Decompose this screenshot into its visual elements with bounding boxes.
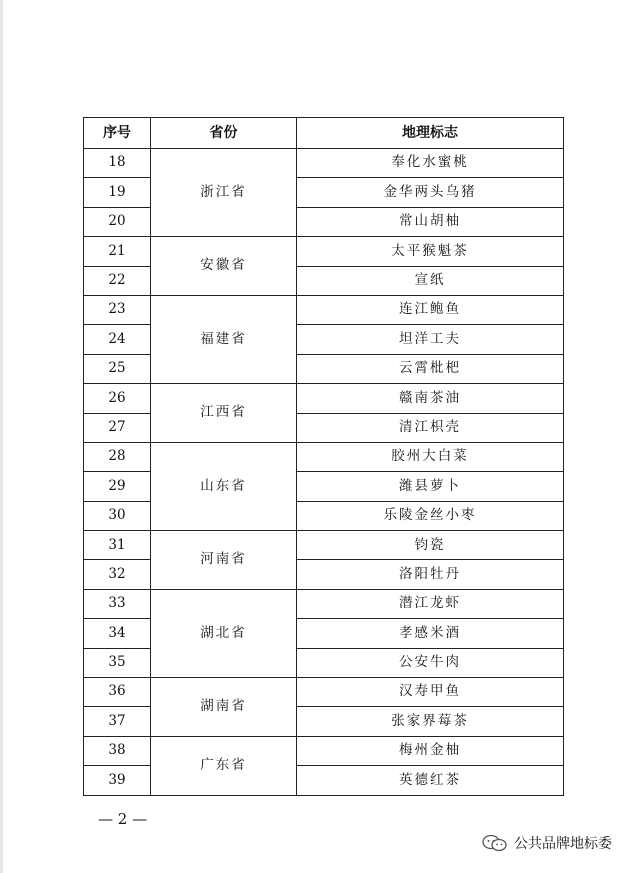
serial-number-cell: 30 — [84, 501, 151, 530]
geo-indication-cell: 常山胡柚 — [297, 207, 564, 236]
geo-indication-cell: 潜江龙虾 — [297, 589, 564, 618]
serial-number-cell: 26 — [84, 384, 151, 413]
province-cell: 浙江省 — [151, 149, 297, 237]
serial-number-cell: 37 — [84, 707, 151, 736]
serial-number-cell: 24 — [84, 325, 151, 354]
watermark-text: 公共品牌地标委 — [514, 836, 612, 852]
serial-number-cell: 21 — [84, 237, 151, 266]
table-body — [84, 149, 564, 796]
header-no: 序号 — [84, 118, 151, 149]
serial-number-cell: 29 — [84, 472, 151, 501]
geo-indication-cell: 英德红茶 — [297, 766, 564, 795]
province-cell: 江西省 — [151, 384, 297, 443]
geo-indication-cell: 潍县萝卜 — [297, 472, 564, 501]
table-row — [84, 589, 564, 618]
serial-number-cell: 22 — [84, 266, 151, 295]
serial-number-cell: 28 — [84, 442, 151, 471]
province-cell: 广东省 — [151, 736, 297, 795]
serial-number-cell: 25 — [84, 354, 151, 383]
geo-indication-cell: 赣南茶油 — [297, 384, 564, 413]
serial-number-cell: 31 — [84, 531, 151, 560]
watermark — [482, 833, 612, 853]
serial-number-cell: 38 — [84, 736, 151, 765]
table-row — [84, 149, 564, 178]
serial-number-cell: 23 — [84, 295, 151, 324]
geo-indication-cell: 洛阳牡丹 — [297, 560, 564, 589]
province-cell: 山东省 — [151, 442, 297, 530]
geo-indication-cell: 连江鲍鱼 — [297, 295, 564, 324]
geo-indication-cell: 坦洋工夫 — [297, 325, 564, 354]
serial-number-cell: 33 — [84, 589, 151, 618]
geo-indication-cell: 汉寿甲鱼 — [297, 678, 564, 707]
geo-indication-cell: 张家界莓茶 — [297, 707, 564, 736]
province-cell: 福建省 — [151, 295, 297, 383]
serial-number-cell: 20 — [84, 207, 151, 236]
table-header-row — [84, 118, 564, 149]
serial-number-cell: 39 — [84, 766, 151, 795]
geo-indication-cell: 云霄枇杷 — [297, 354, 564, 383]
table-row — [84, 736, 564, 765]
wechat-icon — [482, 834, 508, 852]
serial-number-cell: 34 — [84, 619, 151, 648]
header-province: 省份 — [151, 118, 297, 149]
page-number: — 2 — — [98, 810, 148, 828]
table-row — [84, 678, 564, 707]
province-cell: 湖南省 — [151, 678, 297, 737]
geo-indication-cell: 乐陵金丝小枣 — [297, 501, 564, 530]
geo-indication-cell: 清江枳壳 — [297, 413, 564, 442]
page-edge — [0, 0, 3, 873]
geo-indication-cell: 奉化水蜜桃 — [297, 149, 564, 178]
geo-indication-cell: 宣纸 — [297, 266, 564, 295]
geo-indication-cell: 梅州金柚 — [297, 736, 564, 765]
geo-indication-cell: 金华两头乌猪 — [297, 178, 564, 207]
serial-number-cell: 36 — [84, 678, 151, 707]
geo-indication-cell: 胶州大白菜 — [297, 442, 564, 471]
geo-indication-cell: 公安牛肉 — [297, 648, 564, 677]
table-row — [84, 295, 564, 324]
serial-number-cell: 19 — [84, 178, 151, 207]
serial-number-cell: 27 — [84, 413, 151, 442]
table-row — [84, 384, 564, 413]
geo-indication-cell: 孝感米酒 — [297, 619, 564, 648]
serial-number-cell: 18 — [84, 149, 151, 178]
province-cell: 湖北省 — [151, 589, 297, 677]
geo-indication-cell: 钧瓷 — [297, 531, 564, 560]
geo-indication-table — [83, 117, 564, 796]
serial-number-cell: 32 — [84, 560, 151, 589]
header-indication: 地理标志 — [297, 118, 564, 149]
table-row — [84, 531, 564, 560]
province-cell: 河南省 — [151, 531, 297, 590]
geo-indication-cell: 太平猴魁茶 — [297, 237, 564, 266]
table-row — [84, 442, 564, 471]
serial-number-cell: 35 — [84, 648, 151, 677]
province-cell: 安徽省 — [151, 237, 297, 296]
table-row — [84, 237, 564, 266]
